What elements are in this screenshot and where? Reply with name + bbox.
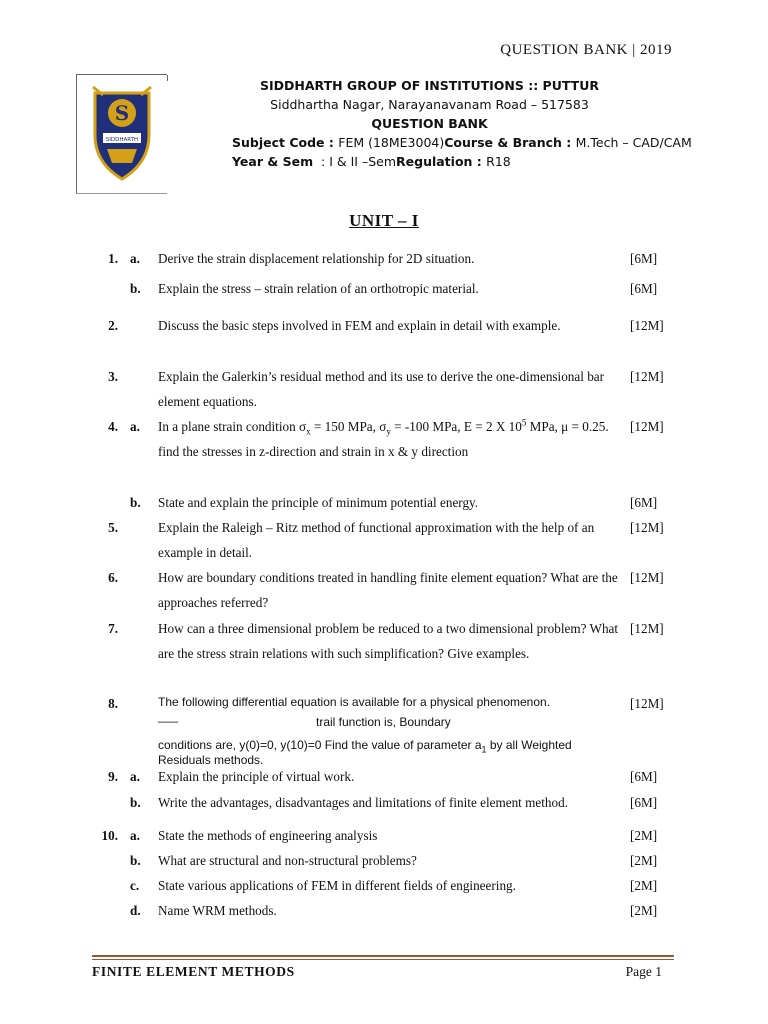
question-number: 4.: [108, 419, 118, 434]
page-header: QUESTION BANK | 2019: [500, 42, 672, 58]
question-marks: [6M]: [630, 795, 658, 810]
question-number: 6.: [108, 570, 118, 585]
institution-logo-icon: [91, 83, 153, 183]
regulation-value: R18: [486, 154, 511, 169]
question-text: Explain the Galerkin’s residual method and its use to derive the one-dimensional bar element equations.: [158, 369, 605, 409]
question-text: State the methods of engineering analysis: [158, 828, 378, 843]
question-number: 3.: [108, 369, 118, 384]
year-label: Year & Sem: [232, 154, 314, 169]
unit-title: UNIT – I: [349, 211, 419, 230]
question-text: State various applications of FEM in different fields of engineering.: [158, 878, 516, 893]
svg-text:S: S: [114, 101, 130, 125]
question-marks: [6M]: [630, 281, 658, 296]
institution-address: Siddhartha Nagar, Narayanavanam Road – 517583: [270, 97, 589, 112]
question-marks: [2M]: [630, 903, 658, 918]
question-text: Name WRM methods.: [158, 903, 277, 918]
institution-name: SIDDHARTH GROUP OF INSTITUTIONS :: PUTTUR: [259, 78, 599, 93]
question-text: How are boundary conditions treated in handling finite element equation? What are the approaches referred?: [158, 570, 618, 610]
question-text: In a plane strain condition $\sigma_x = 150$ MPa, $\sigma_y = -100$ MPa, E = 2 X $10^5$ MPa, μ = 0.25. find the stresses in z-direction and strain in x & y direction: [158, 417, 609, 459]
question-marks: [2M]: [630, 828, 658, 843]
question-number: 7.: [108, 621, 118, 636]
question-marks: [12M]: [630, 318, 664, 333]
question-marks: [2M]: [630, 878, 658, 893]
question-text: Explain the Raleigh – Ritz method of functional approximation with the help of an example in detail.: [158, 520, 595, 560]
question-marks: [12M]: [630, 570, 664, 585]
question-text: Explain the stress – strain relation of an orthotropic material.: [158, 281, 479, 296]
course-value: M.Tech – CAD/CAM: [575, 135, 692, 150]
question-marks: [12M]: [630, 696, 664, 711]
question-marks: [6M]: [630, 495, 658, 510]
question-text: Discuss the basic steps involved in FEM and explain in detail with example.: [158, 318, 561, 333]
question-marks: [12M]: [630, 520, 664, 535]
question-sub-label: c.: [130, 878, 140, 893]
footer-rule-thin: [92, 959, 674, 960]
regulation-label: Regulation :: [396, 154, 487, 169]
question-sub-label: a.: [130, 251, 140, 266]
question-text: Derive the strain displacement relationship for 2D situation.: [158, 251, 475, 266]
question-marks: [12M]: [630, 369, 664, 384]
question-number: 5.: [108, 520, 118, 535]
year-line: [232, 152, 692, 171]
question-marks: [2M]: [630, 853, 658, 868]
document-title: QUESTION BANK: [371, 116, 488, 131]
question-text-line2: trail function is, Boundary: [316, 715, 451, 729]
question-sub-label: a.: [130, 769, 140, 784]
subject-code-label: Subject Code :: [232, 135, 339, 150]
logo-frame: [76, 74, 167, 194]
blank-line: ___: [158, 709, 179, 723]
question-text-line3: conditions are, y(0)=0, y(10)=0 Find the value of parameter $a_1$ by all Weighted Residuals methods.: [158, 738, 572, 767]
question-number: 2.: [108, 318, 118, 333]
question-sub-label: b.: [130, 281, 141, 296]
footer-rule: [92, 955, 674, 957]
question-sub-label: a.: [130, 419, 140, 434]
logo-text: SIDDHARTH: [105, 137, 139, 143]
question-number: 1.: [108, 251, 118, 266]
question-marks: [6M]: [630, 769, 658, 784]
year-value: : I & II –Sem: [313, 154, 397, 169]
question-text: Explain the principle of virtual work.: [158, 769, 355, 784]
question-sub-label: b.: [130, 795, 141, 810]
institution-header: [232, 76, 692, 171]
question-number: 8.: [108, 696, 118, 711]
question-number: 10.: [101, 828, 118, 843]
page-number: Page 1: [625, 964, 662, 979]
question-marks: [6M]: [630, 251, 658, 266]
question-text: State and explain the principle of minimum potential energy.: [158, 495, 479, 510]
question-text: Write the advantages, disadvantages and limitations of finite element method.: [158, 795, 568, 810]
question-text: How can a three dimensional problem be reduced to a two dimensional problem? What are the stress strain relations with such simplification? Give examples.: [158, 621, 619, 661]
question-text: What are structural and non-structural problems?: [158, 853, 417, 868]
question-sub-label: d.: [130, 903, 141, 918]
subject-line: [232, 133, 692, 152]
question-sub-label: a.: [130, 828, 140, 843]
question-marks: [12M]: [630, 419, 664, 434]
course-label: Course & Branch :: [444, 135, 576, 150]
question-number: 9.: [108, 769, 118, 784]
question-sub-label: b.: [130, 853, 141, 868]
question-text: The following differential equation is available for a physical phenomenon.: [158, 695, 551, 709]
subject-code-value: FEM (18ME3004): [338, 135, 445, 150]
footer-subject: FINITE ELEMENT METHODS: [92, 964, 295, 979]
question-marks: [12M]: [630, 621, 664, 636]
question-sub-label: b.: [130, 495, 141, 510]
